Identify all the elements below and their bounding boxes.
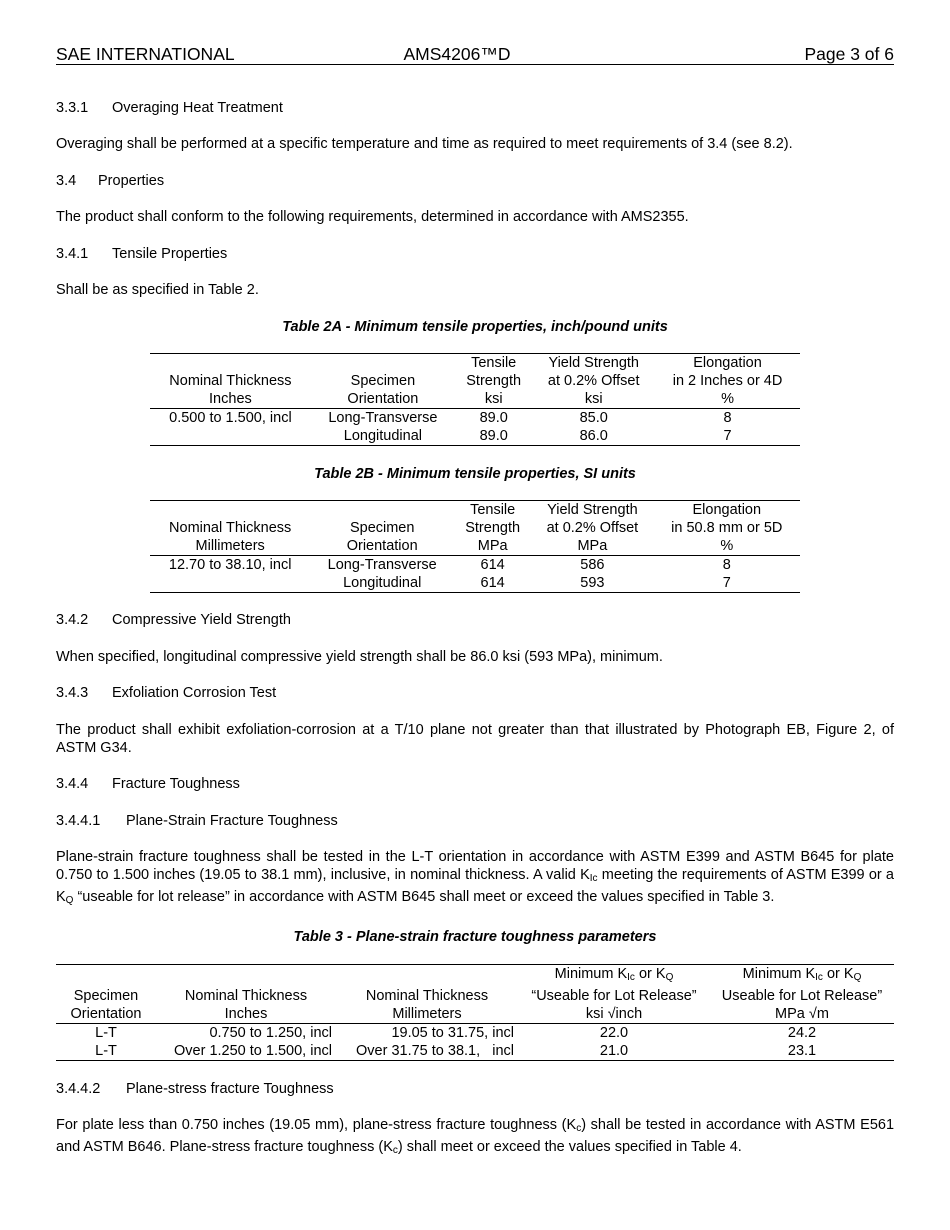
section-3-4-1-text: Shall be as specified in Table 2.	[56, 282, 259, 298]
table-2a: Tensile Yield Strength Elongation Nominal Thickness Specimen Strength at 0.2% Offset in 2 Inches or 4D Inches Orientation ksi ksi % 0.500 to 1.500, incl Long-Transverse 89.0 85.0 8 Longitudinal 89.0 86.0 7	[150, 353, 800, 446]
header-org: SAE INTERNATIONAL	[56, 44, 235, 64]
table-row: Longitudinal 614 593 7	[343, 575, 731, 591]
section-3-4-2-heading: 3.4.2 Compressive Yield Strength	[56, 612, 291, 628]
page-header	[56, 44, 894, 65]
section-3-4-4-1-text: Plane-strain fracture toughness shall be tested in the L-T orientation in accordance with ASTM E399 and ASTM B645 for plate 0.750 to 1.500 inches (19.05 to 38.1 mm), inclusive, in nominal thickness. A valid $K_{Ic}$ meeting the requirements of ASTM E399 or a $K_Q$ “useable for lot release” in accordance with ASTM B645 shall meet or exceed the values specified in Table 3.	[56, 849, 894, 906]
table-row: L-T 0.750 to 1.250, incl 19.05 to 31.75, incl 22.0 24.2	[95, 1025, 817, 1041]
section-3-4-text: The product shall conform to the following requirements, determined in accordance with AMS2355.	[56, 209, 689, 225]
table-row: L-T Over 1.250 to 1.500, incl Over 31.75 to 38.1, incl 21.0 23.1	[95, 1043, 817, 1059]
section-3-4-4-2-text: For plate less than 0.750 inches (19.05 mm), plane-stress fracture toughness $(K_c)$ shall be tested in accordance with ASTM E561 and ASTM B646. Plane-stress fracture toughness $(K_c)$ shall meet or exceed the values specified in Table 4.	[56, 1117, 895, 1156]
document-page	[56, 44, 894, 1160]
section-3-4-4-1-heading: 3.4.4.1 Plane-Strain Fracture Toughness	[56, 813, 338, 829]
table-3: Minimum $K_{Ic}$ or $K_Q$ Minimum $K_{Ic}$ or $K_Q$ Specimen Nominal Thickness Nominal Thickness “Useable for Lot Release” Useable for Lot Release” Orientation Inches Millimeters ksi √inch MPa √m L-T 0.750 to 1.250, incl 19.05 to 31.75, incl 22.0 24.2 L-T Over 1.250 to 1.500, incl Over 31.75 to 38.1, incl 21.0 23.1	[56, 964, 894, 1061]
section-3-4-heading: 3.4 Properties	[56, 173, 165, 189]
section-3-4-1-heading: 3.4.1 Tensile Properties	[56, 246, 228, 262]
header-page-number: Page 3 of 6	[804, 44, 894, 64]
table-2b-caption: Table 2B - Minimum tensile properties, SI units	[314, 466, 636, 482]
section-3-4-3-text: The product shall exhibit exfoliation-corrosion at a T/10 plane not greater than that illustrated by Photograph EB, Figure 2, of ASTM G34.	[56, 722, 894, 756]
section-3-4-4-2-heading: 3.4.4.2 Plane-stress fracture Toughness	[56, 1081, 334, 1097]
table-row: Longitudinal 89.0 86.0 7	[343, 428, 732, 444]
table-3-caption: Table 3 - Plane-strain fracture toughness parameters	[293, 929, 657, 945]
header-doc-id: AMS4206™D	[403, 44, 511, 64]
table-2a-caption: Table 2A - Minimum tensile properties, inch/pound units	[282, 319, 668, 335]
section-3-3-1-heading: 3.3.1 Overaging Heat Treatment	[56, 100, 283, 116]
section-3-4-4-heading: 3.4.4 Fracture Toughness	[56, 776, 240, 792]
section-3-3-1-text: Overaging shall be performed at a specific temperature and time as required to meet requirements of 3.4 (see 8.2).	[56, 136, 793, 152]
section-3-4-3-heading: 3.4.3 Exfoliation Corrosion Test	[56, 685, 277, 701]
table-row: 0.500 to 1.500, incl Long-Transverse 89.0 85.0 8	[169, 410, 732, 426]
table-2b: Tensile Yield Strength Elongation Nominal Thickness Specimen Strength at 0.2% Offset in 50.8 mm or 5D Millimeters Orientation MPa MPa % 12.70 to 38.10, incl Long-Transverse 614 586 8 Longitudinal 614 593 7	[150, 500, 800, 593]
table-row: 12.70 to 38.10, incl Long-Transverse 614 586 8	[168, 557, 731, 573]
section-3-4-2-text: When specified, longitudinal compressive yield strength shall be 86.0 ksi (593 MPa), minimum.	[56, 649, 663, 665]
